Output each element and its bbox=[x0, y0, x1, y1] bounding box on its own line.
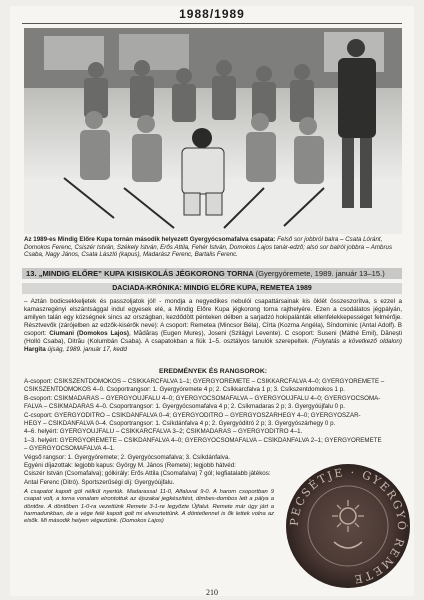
article-highlight: Ciumani (Domokos Lajos) bbox=[49, 330, 129, 337]
section-date: (Gyergyóremete, 1989. január 13–15.) bbox=[255, 269, 385, 278]
section-title bbox=[22, 268, 402, 279]
seal-stamp bbox=[282, 456, 414, 596]
results-heading: EREDMÉNYEK ÉS RANGSOROK: bbox=[158, 368, 267, 375]
article-text-cont: , Mădăraș (Eugen Mureș), Joseni (Szilágyi Levente). C csoport: Suseni (Máthé Emil), Dănești (Holló Csaba), Ditrău (Kolumbán Csaba). A csapatokban a fiúk 1–5. osztályos tanulók szerepeltek. bbox=[24, 330, 403, 345]
section-name: „MINDIG ELŐRE” KUPA KISISKOLÁS JÉGKORONG TORNA bbox=[38, 269, 254, 278]
result-line: Végső rangsor: 1. Gyergyóremete; 2. Gyergyócsomafalva; 3. Csíkdánfalva. bbox=[24, 453, 231, 461]
result-line: CSÍKSZENTDOMOKOS 4–0. Csoportrangsor: 1. Gyergyóremete 4 p; 2. Csíkkarcfalva 1 p; 3. Csíkszentdomokos 1 p. bbox=[24, 386, 345, 394]
page-number: 210 bbox=[206, 588, 218, 596]
article-body bbox=[24, 298, 402, 354]
stamp-text: PECSÉTJE · GYERGYÓ REMETE bbox=[287, 465, 409, 586]
article-text: – Aztán bodicsekkeljetek és passzoljatok jól! - mondja a negyedikes nebulói csapattársainak kis öklét összeszorítva, s ezzel a kamaszregényi elszántsággal indul egyesek elé, a Mindig Előre Kupa jégkorong torna rajthelyére. Ezen a csodálatos jégpályán, amilyen talán egy községnek sincs az országban, kezdődött pénteken délben a sarjadzó hokipalánták ellenfelekkepességet felmérője. Résztvevők (zárójelben az edzők-kisérők neve): A csoport: Remetea (Mincsor Béla), Cîrta (Kozma Angéla), Sîndominic (Antal Adolf). B csoport: bbox=[24, 298, 402, 337]
result-line: Csiszér István (Csomafalva); gólkirály: Erős Attila (Csomafalva) 7 gól; legfiatalabb játékos: bbox=[24, 470, 271, 478]
result-line: HEGY – CSÍKDÁNFALVA 0–4. Csoportrangsor: 1. Csíkdánfalva 4 p; 2. Gyergyóditró 2 p; 3. Gyergyószárhegy 0 p. bbox=[24, 420, 336, 428]
seal-stamp-image bbox=[282, 456, 414, 596]
photo-caption bbox=[24, 236, 402, 259]
book-page bbox=[10, 6, 414, 596]
team-photo bbox=[24, 28, 402, 234]
result-line: – GYERGYÓCSOMAFALVA 4–1. bbox=[24, 445, 115, 453]
result-line: Antal Ferenc (Ditró). Sportszerűségi díj: Gyergyóújfalu. bbox=[24, 478, 175, 486]
result-line: Egyéni díjazottak: legjobb kapus: György M. János (Remete); legjobb hátvéd: bbox=[24, 462, 236, 470]
result-line: 1–3. helyért: GYERGYÓREMETE – CSÍKDÁNFALVA 4–0; GYERGYÓCSOMAFALVA – CSÍKDÁNFALVA 2–1; GYERGYÓREMETE bbox=[24, 436, 382, 444]
result-line: C-csoport: GYERGYÓDITRÓ – CSÍKDÁNFALVA 0–4; GYERGYÓDITRÓ – GYERGYÓSZÁRHEGY 4–0; GYERGYÓSZÁR- bbox=[24, 411, 361, 419]
result-line: FALVA – CSÍKMADARAS 4–0. Csoportrangsor: 1. Gyergyócsomafalva 4 p; 2. Csíkmadaras 2 p; 3. Gyergyóújfalu 0 p. bbox=[24, 403, 345, 411]
results-afterword: A csapatot kapott gól nélkül nyertük. Madarassal 11-0, Alfaluval 9-0. A harom csoportban 9 csapat volt, a torna vonalam elrontottuk az éjszakai jegkészítést, dimbes-dombos lett a pálya a döntőre. A döntőben 1-0-ra vezettünk Remete 3-1-re legyőzte Újfalut. Remete már úgy járt a harmadunkban, de a vége felé kapott golt mi elvesztettünk. A döntetlennel is ők lettek volna az elsők. Mi második helyen végeztünk. (Domokos Lajos) bbox=[24, 489, 274, 525]
caption-lead: Az 1989-es Mindig Előre Kupa tornán második helyezett Gyergyócsomafalva csapata: bbox=[24, 236, 276, 243]
article-source-date: újság, 1989. január 17, kedd bbox=[47, 346, 127, 353]
result-line: B-csoport: CSÍKMADARAS – GYERGYÓÚJFALU 4–0; GYERGYÓCSOMAFALVA – GYERGYÓÚJFALU 4–0; GYERGYÓCSOMA- bbox=[24, 394, 381, 402]
article-source: Hargita bbox=[24, 346, 46, 353]
article-continuation-note: (Folytatás a következő oldalon) bbox=[312, 338, 403, 345]
year-header: 1988/1989 bbox=[179, 7, 245, 21]
team-photo-illustration bbox=[24, 28, 402, 234]
article-title: DACIADA-KRÓNIKA: MINDIG ELŐRE KUPA, REMETEA 1989 bbox=[22, 283, 402, 294]
caption-names: Felső sor jobbról balra – Csata Lóránt, Domokos Ferenc, Csiszér István, Székely István, Erős Attila, Fehér István, Domokos Lajos tanár-edző; alsó sor balról jobbra – Ambrus Csaba, Nagy János, Csata László (kapus), Madarász Ferenc, Bartalis Ferenc. bbox=[24, 236, 393, 259]
result-line: A-csoport: CSÍKSZENTDOMOKOS – CSÍKKARCFALVA 1–1; GYERGYÓREMETE – CSÍKKARCFALVA 4–0; GYERGYÓREMETE – bbox=[24, 378, 385, 385]
result-line: 4–6. helyért: GYERGYÓÚJFALU – CSÍKKARCFALVA 3–2; CSÍKMADARAS – GYERGYÓDITRÓ 4–1. bbox=[24, 428, 303, 436]
header-rule bbox=[22, 23, 402, 24]
section-number: 13. bbox=[26, 269, 37, 278]
